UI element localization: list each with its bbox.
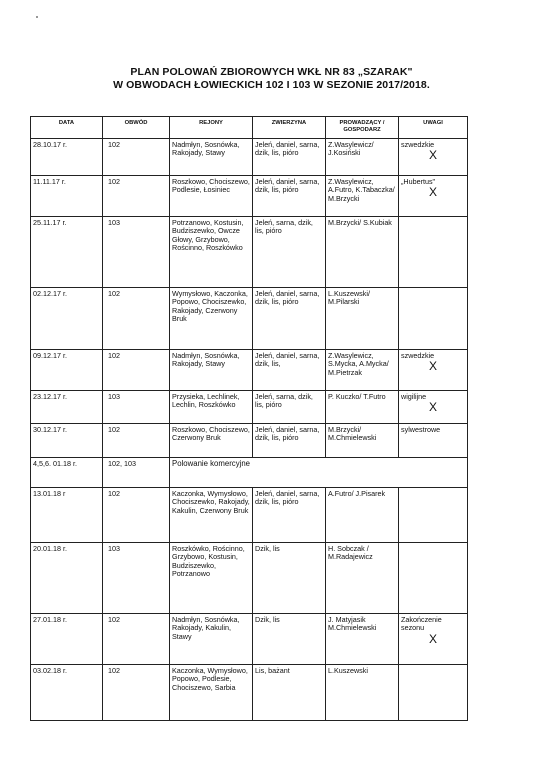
- cell-rejony: Kaczonka, Wymysłowo, Chociszewko, Rakojady, Kakulin, Czerwony Bruk: [170, 488, 253, 543]
- cell-obwod: 102: [103, 424, 170, 458]
- cell-uwagi: [399, 543, 468, 614]
- cell-prowadzacy: M.Brzycki/ M.Chmielewski: [326, 424, 399, 458]
- title-line-2: W OBWODACH ŁOWIECKICH 102 I 103 W SEZONIE 2017/2018.: [113, 79, 430, 91]
- table-row: [31, 488, 468, 543]
- cross-mark: X: [428, 631, 437, 646]
- header-uwagi: UWAGI: [399, 117, 468, 139]
- table-row: [31, 458, 468, 488]
- cell-zwierzyna: Dzik, lis: [253, 543, 326, 614]
- title-line-1: PLAN POLOWAŃ ZBIOROWYCH WKŁ NR 83 „SZARAK": [130, 66, 413, 78]
- table-row: [31, 543, 468, 614]
- cell-data: 30.12.17 r.: [31, 424, 103, 458]
- cell-uwagi: [399, 176, 468, 217]
- cell-obwod: 102: [103, 176, 170, 217]
- cross-mark: X: [428, 359, 437, 374]
- table-header-row: [31, 117, 468, 139]
- cell-rejony: Nadmłyn, Sosnówka, Rakojady, Stawy: [170, 139, 253, 176]
- scan-speck: [36, 16, 38, 18]
- cell-uwagi: [399, 288, 468, 350]
- cell-data: 09.12.17 r.: [31, 350, 103, 391]
- cell-zwierzyna: Jeleń, daniel, sarna, dzik, lis, pióro: [253, 176, 326, 217]
- cell-obwod: 102: [103, 614, 170, 665]
- cell-obwod: 103: [103, 391, 170, 424]
- cell-zwierzyna: Jeleń, sarna, dzik, lis, pióro: [253, 391, 326, 424]
- cell-zwierzyna: Jeleń, daniel, sarna, dzik, lis, pióro: [253, 424, 326, 458]
- header-prowadzacy: PROWADZĄCY / GOSPODARZ: [326, 117, 399, 139]
- cell-zwierzyna: Jeleń, daniel, sarna, dzik, lis,: [253, 350, 326, 391]
- cell-obwod: 102: [103, 488, 170, 543]
- document-title: [0, 66, 543, 92]
- cell-prowadzacy: J. Matyjasik M.Chmielewski: [326, 614, 399, 665]
- cell-rejony: Roszkowo, Chociszewo, Podlesie, Łosiniec: [170, 176, 253, 217]
- cell-rejony: Kaczonka, Wymysłowo, Popowo, Podlesie, Chociszewo, Sarbia: [170, 665, 253, 721]
- cell-prowadzacy: Z.Wasylewicz, A.Futro, K.Tabaczka/ M.Brzycki: [326, 176, 399, 217]
- table-row: [31, 176, 468, 217]
- cell-prowadzacy: P. Kuczko/ T.Futro: [326, 391, 399, 424]
- cell-data: 11.11.17 r.: [31, 176, 103, 217]
- cell-rejony: Potrzanowo, Kostusin, Budziszewko, Owcze Głowy, Grzybowo, Rościnno, Roszkówko: [170, 217, 253, 288]
- table-row: [31, 350, 468, 391]
- cell-data: 28.10.17 r.: [31, 139, 103, 176]
- cell-obwod: 102: [103, 350, 170, 391]
- uwagi-text: wigilijne: [401, 392, 427, 401]
- cell-zwierzyna: Jeleń, daniel, sarna, dzik, lis, pióro: [253, 488, 326, 543]
- cross-mark: X: [428, 148, 437, 163]
- uwagi-text: Zakończenie sezonu: [401, 615, 442, 633]
- hunting-plan-table: [30, 116, 468, 721]
- cell-data: 03.02.18 r.: [31, 665, 103, 721]
- cross-mark: X: [428, 185, 437, 200]
- table-row: [31, 391, 468, 424]
- cell-data: 23.12.17 r.: [31, 391, 103, 424]
- uwagi-text: sylwestrowe: [401, 425, 441, 434]
- cell-zwierzyna: Jeleń, daniel, sarna, dzik, lis, pióro: [253, 139, 326, 176]
- table-row: [31, 424, 468, 458]
- cell-uwagi: [399, 488, 468, 543]
- cell-zwierzyna: Dzik, lis: [253, 614, 326, 665]
- cell-uwagi: [399, 217, 468, 288]
- cell-obwod: 102, 103: [103, 458, 170, 488]
- cross-mark: X: [428, 400, 437, 415]
- header-rejony: REJONY: [170, 117, 253, 139]
- cell-prowadzacy: A.Futro/ J.Pisarek: [326, 488, 399, 543]
- cell-rejony: Roszkowo, Chociszewo, Czerwony Bruk: [170, 424, 253, 458]
- cell-uwagi: [399, 614, 468, 665]
- cell-data: 27.01.18 r.: [31, 614, 103, 665]
- cell-prowadzacy: M.Brzycki/ S.Kubiak: [326, 217, 399, 288]
- cell-rejony: Polowanie komercyjne: [170, 458, 468, 488]
- cell-prowadzacy: L.Kuszewski: [326, 665, 399, 721]
- uwagi-text: szwedzkie: [401, 140, 435, 149]
- cell-rejony: Nadmłyn, Sosnówka, Rakojady, Stawy: [170, 350, 253, 391]
- cell-obwod: 102: [103, 288, 170, 350]
- uwagi-text: szwedzkie: [401, 351, 435, 360]
- cell-rejony: Nadmłyn, Sosnówka, Rakojady, Kakulin, Stawy: [170, 614, 253, 665]
- cell-uwagi: [399, 139, 468, 176]
- table-row: [31, 139, 468, 176]
- cell-uwagi: [399, 391, 468, 424]
- table-row: [31, 614, 468, 665]
- table-row: [31, 288, 468, 350]
- cell-prowadzacy: Z.Wasylewicz/ J.Kosiński: [326, 139, 399, 176]
- header-data: DATA: [31, 117, 103, 139]
- cell-uwagi: [399, 424, 468, 458]
- cell-data: 25.11.17 r.: [31, 217, 103, 288]
- uwagi-text: „Hubertus": [401, 177, 436, 186]
- header-obwod: OBWÓD: [103, 117, 170, 139]
- cell-prowadzacy: H. Sobczak / M.Radajewicz: [326, 543, 399, 614]
- cell-data: 13.01.18 r: [31, 488, 103, 543]
- cell-rejony: Roszkówko, Rościnno, Grzybowo, Kostusin, Budziszewko, Potrzanowo: [170, 543, 253, 614]
- cell-prowadzacy: L.Kuszewski/ M.Pilarski: [326, 288, 399, 350]
- cell-uwagi: [399, 665, 468, 721]
- cell-obwod: 103: [103, 217, 170, 288]
- cell-obwod: 102: [103, 139, 170, 176]
- table-row: [31, 217, 468, 288]
- cell-rejony: Wymysłowo, Kaczonka, Popowo, Chociszewko, Rakojady, Czerwony Bruk: [170, 288, 253, 350]
- cell-rejony: Przysieka, Lechlinek, Lechlin, Roszkówko: [170, 391, 253, 424]
- cell-data: 4,5,6. 01.18 r.: [31, 458, 103, 488]
- cell-data: 02.12.17 r.: [31, 288, 103, 350]
- cell-obwod: 102: [103, 665, 170, 721]
- header-zwierzyna: ZWIERZYNA: [253, 117, 326, 139]
- cell-obwod: 103: [103, 543, 170, 614]
- table-row: [31, 665, 468, 721]
- cell-zwierzyna: Lis, bażant: [253, 665, 326, 721]
- cell-zwierzyna: Jeleń, sarna, dzik, lis, pióro: [253, 217, 326, 288]
- cell-uwagi: [399, 350, 468, 391]
- cell-zwierzyna: Jeleń, daniel, sarna, dzik, lis, pióro: [253, 288, 326, 350]
- cell-data: 20.01.18 r.: [31, 543, 103, 614]
- cell-prowadzacy: Z.Wasylewicz, S.Mycka, A.Mycka/ M.Pietrzak: [326, 350, 399, 391]
